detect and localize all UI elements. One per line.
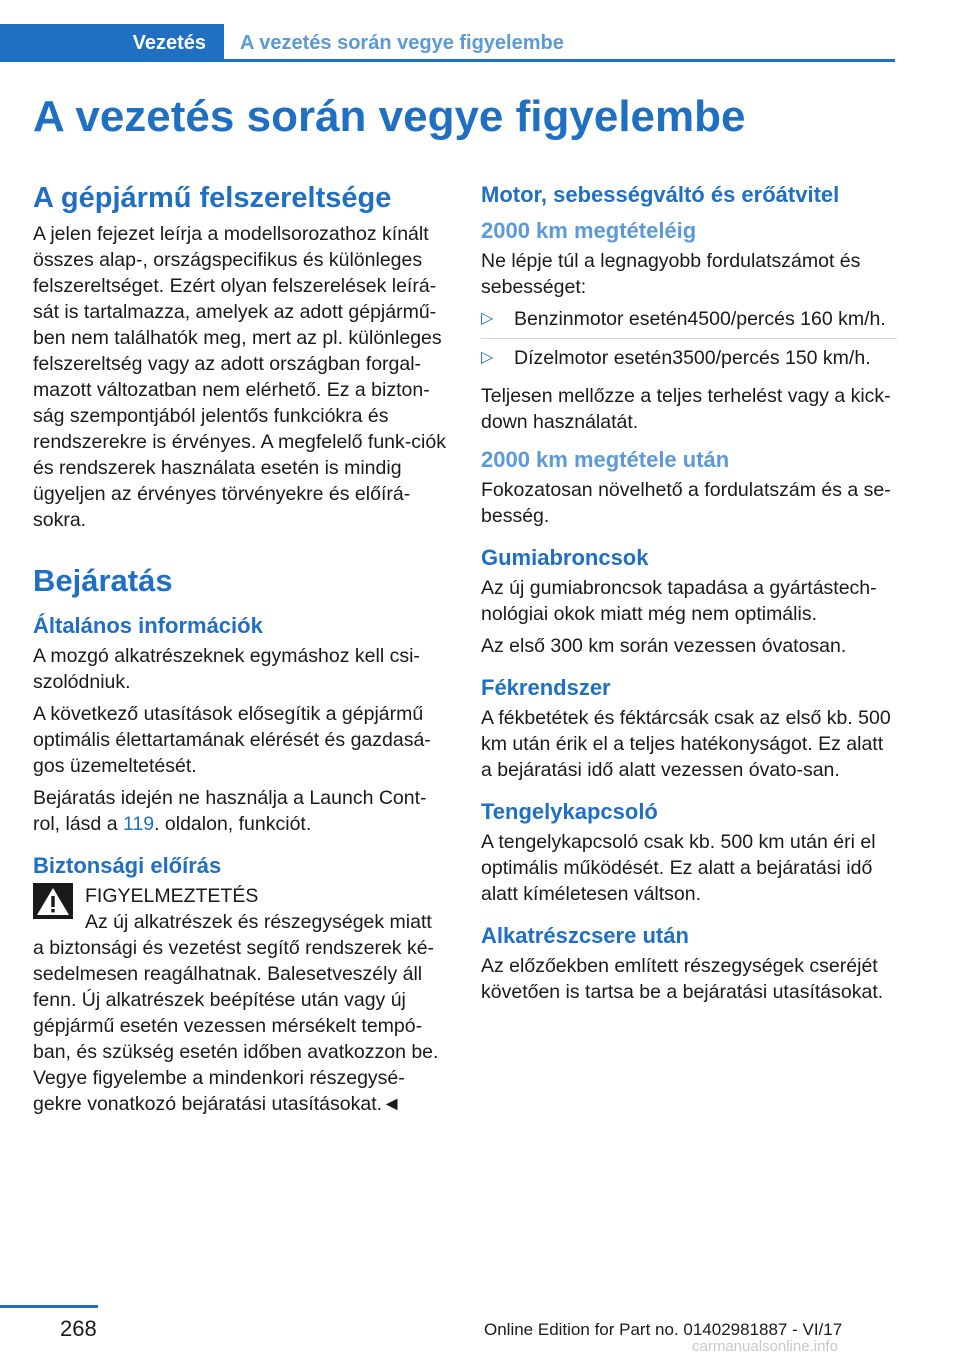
list-item [481, 345, 897, 377]
warning-title: FIGYELMEZTETÉS [85, 885, 259, 907]
general-info-heading: Általános információk [33, 613, 263, 638]
header-section-tab[interactable]: Vezetés [0, 24, 224, 62]
chapter-heading: Bejáratás [33, 563, 173, 598]
list-item-text: Benzinmotor esetén4500/percés 160 km/h. [514, 308, 886, 330]
right-column [481, 182, 897, 1011]
warning-text: a biztonsági és vezetést segítő rendszerek ké-sedelmesen reagálhatnak. Balesetveszély áll fenn. Új alkatrészek beépítése után vagy új gépjármű esetén vezessen mérsékelt tempó-ban, és szükség esetén időben avatkozzon be. Vegye figyelembe a mindenkori részegysé-gekre vonatkozó bejáratási utasításokat.◄ [33, 937, 439, 1115]
tires-paragraph-2: Az első 300 km során vezessen óvatosan. [481, 635, 847, 657]
warning-block [33, 883, 449, 935]
header-divider [224, 59, 895, 62]
page-title: A vezetés során vegye figyelembe [33, 92, 746, 141]
general-paragraph-2: A következő utasítások elősegítik a gépjármű optimális élettartamának elérését és gazdasá-gos üzemeltetését. [33, 703, 431, 777]
page-number: 268 [60, 1316, 97, 1341]
general-paragraph-3 [33, 785, 449, 837]
after-2000-text: Fokozatosan növelhető a fordulatszám és a se-besség. [481, 479, 891, 527]
general-paragraph-1: A mozgó alkatrészeknek egymáshoz kell csi-szolódniuk. [33, 645, 420, 693]
clutch-heading: Tengelykapcsoló [481, 799, 658, 824]
clutch-text: A tengelykapcsoló csak kb. 500 km után éri el optimális működését. Ez alatt a bejáratási idő alatt kíméletesen váltson. [481, 831, 876, 905]
until-2000-text: Ne lépje túl a legnagyobb fordulatszámot és sebességet: [481, 250, 861, 298]
warning-first-line: Az új alkatrészek és részegységek miatt [85, 911, 432, 933]
footer-edition-text: Online Edition for Part no. 01402981887 - VI/17 [484, 1320, 843, 1339]
general-paragraph-3-start: Bejáratás idején ne használja a Launch Cont-rol, lásd a [33, 787, 427, 835]
until-2000-text-2: Teljesen mellőzze a teljes terhelést vagy a kick-down használatát. [481, 385, 891, 433]
list-item-text: Dízelmotor esetén3500/percés 150 km/h. [514, 347, 871, 369]
parts-replacement-heading: Alkatrészcsere után [481, 923, 689, 948]
until-2000-heading: 2000 km megtételéig [481, 218, 697, 243]
left-column [33, 182, 449, 1117]
general-paragraph-3-end: . oldalon, funkciót. [154, 813, 312, 835]
parts-replacement-text: Az előzőekben említett részegységek cseréjét követően is tartsa be a bejáratási utasításokat. [481, 955, 884, 1003]
after-2000-heading: 2000 km megtétele után [481, 447, 730, 472]
equipment-heading: A gépjármű felszereltsége [33, 182, 392, 214]
brakes-text: A fékbetétek és féktárcsák csak az első kb. 500 km után érik el a teljes hatékonyságot. Ez alatt a bejáratási idő alatt vezessen óvato-san. [481, 707, 891, 781]
warning-triangle-icon [33, 883, 73, 919]
tires-heading: Gumiabroncsok [481, 545, 649, 570]
triangle-bullet-icon: ▷ [481, 349, 494, 366]
speed-limit-list [481, 306, 897, 377]
equipment-text: A jelen fejezet leírja a modellsorozathoz kínált összes alap-, országspecifikus és különleges felszereltséget. Ezért olyan felszerelések leírá-sát is tartalmazza, amelyek az adott gépjármű-ben nem találhatók meg, mert az pl. különleges felszereltség vagy az adott országban forgal-mazott változatban nem elérhető. Ez a bizton-ság szempontjából jelentős funkciókra és rendszerekre is érvényes. A megfelelő funk-ciók és rendszerek használata esetén is mindig ügyeljen az érvényes törvényekre és előírá-sokra. [33, 223, 446, 531]
footer-watermark: carmanualsonline.info [692, 1338, 838, 1355]
tires-paragraph-1: Az új gumiabroncsok tapadása a gyártástech-nológiai okok miatt még nem optimális. [481, 577, 877, 625]
header-breadcrumb[interactable]: A vezetés során vegye figyelembe [240, 32, 564, 54]
header-bar [0, 24, 895, 62]
motor-heading: Motor, sebességváltó és erőátvitel [481, 182, 840, 207]
page-reference-link[interactable]: 119 [122, 813, 155, 835]
brakes-heading: Fékrendszer [481, 675, 611, 700]
footer-divider [0, 1305, 98, 1308]
list-item [481, 306, 897, 339]
safety-heading: Biztonsági előírás [33, 853, 222, 878]
triangle-bullet-icon: ▷ [481, 310, 494, 327]
